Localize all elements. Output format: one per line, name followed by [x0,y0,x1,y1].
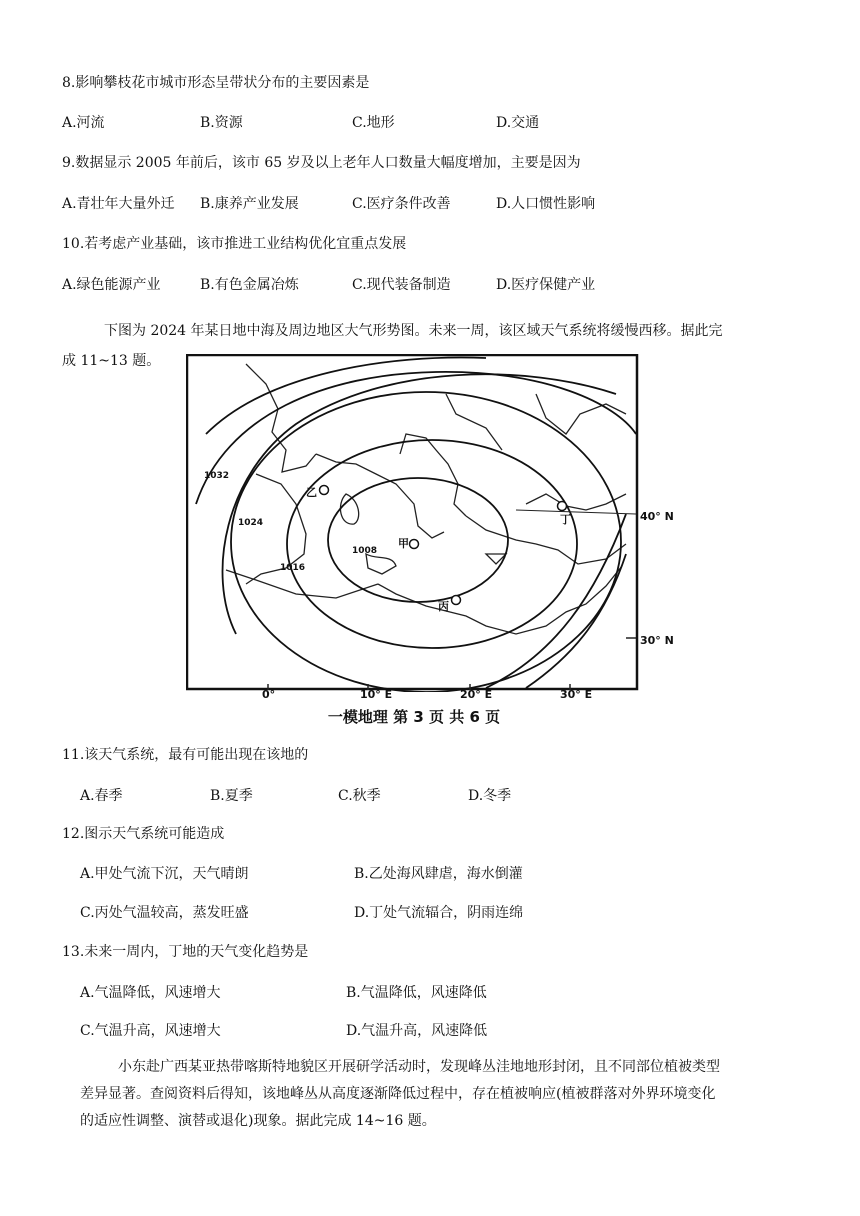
question-10-stem: 10.若考虑产业基础，该市推进工业结构优化宜重点发展 [62,236,407,252]
q9-option-a: A.青壮年大量外迁 [62,196,175,212]
q9-option-b: B.康养产业发展 [200,196,299,212]
q13-option-a: A.气温降低，风速增大 [80,985,221,1001]
question-13-stem: 13.未来一周内，丁地的天气变化趋势是 [62,944,309,960]
lon-label-10e: 10° E [360,688,393,701]
q10-option-b: B.有色金属冶炼 [200,277,299,293]
point-label-bing: 丙 [438,600,449,613]
q12-option-d: D.丁处气流辐合，阴雨连绵 [354,905,524,921]
q12-option-b: B.乙处海风肆虐，海水倒灌 [354,866,523,882]
question-9-stem: 9.数据显示 2005 年前后，该市 65 岁及以上老年人口数量大幅度增加，主要是因为 [62,155,581,171]
point-label-ding: 丁 [560,513,571,526]
q9-option-d: D.人口惯性影响 [496,196,596,212]
question-8-stem: 8.影响攀枝花市城市形态呈带状分布的主要因素是 [62,75,370,91]
q11-option-d: D.冬季 [468,788,512,804]
q13-option-b: B.气温降低，风速降低 [346,985,487,1001]
page-footer-caption: 一模地理 第 3 页 共 6 页 [327,708,501,726]
q10-option-d: D.医疗保健产业 [496,277,596,293]
q12-option-a: A.甲处气流下沉，天气晴朗 [80,866,249,882]
isobar-label-1024: 1024 [238,518,264,528]
intro-14-16-line3: 的适应性调整、演替或退化)现象。据此完成 14~16 题。 [80,1113,436,1129]
lat-label-40n: 40° N [640,510,674,523]
question-11-stem: 11.该天气系统，最有可能出现在该地的 [62,747,309,763]
q13-option-d: D.气温升高，风速降低 [346,1023,488,1039]
point-label-jia: 甲 [398,537,409,550]
intro-14-16-line1: 小东赴广西某亚热带喀斯特地貌区开展研学活动时，发现峰丛洼地地形封闭，且不同部位植被类型 [118,1059,720,1075]
q11-option-b: B.夏季 [210,788,253,804]
isobar-label-1008: 1008 [352,546,378,556]
isobar-label-1032: 1032 [204,471,230,481]
q8-option-a: A.河流 [62,115,105,131]
lat-label-30n: 30° N [640,634,674,647]
lon-label-20e: 20° E [460,688,493,701]
intro-14-16-line2: 差异显著。查阅资料后得知，该地峰丛从高度逐渐降低过程中，存在植被响应(植被群落对外界环境变化 [80,1086,716,1102]
point-label-yi: 乙 [306,486,317,499]
q11-option-a: A.春季 [80,788,123,804]
question-12-stem: 12.图示天气系统可能造成 [62,826,225,842]
lon-label-0: 0° [262,688,276,701]
q11-option-c: C.秋季 [338,788,381,804]
q10-option-a: A.绿色能源产业 [62,277,161,293]
q13-option-c: C.气温升高，风速增大 [80,1023,221,1039]
q8-option-b: B.资源 [200,115,243,131]
isobar-label-1016: 1016 [280,563,306,573]
q8-option-c: C.地形 [352,115,395,131]
q9-option-c: C.医疗条件改善 [352,196,451,212]
intro-11-13-line2: 成 11~13 题。 [62,353,161,369]
intro-11-13-line1: 下图为 2024 年某日地中海及周边地区大气形势图。未来一周，该区域天气系统将缓慢西移。据此完 [104,323,723,339]
lon-label-30e: 30° E [560,688,593,701]
q10-option-c: C.现代装备制造 [352,277,451,293]
q8-option-d: D.交通 [496,115,540,131]
q12-option-c: C.丙处气温较高，蒸发旺盛 [80,905,249,921]
